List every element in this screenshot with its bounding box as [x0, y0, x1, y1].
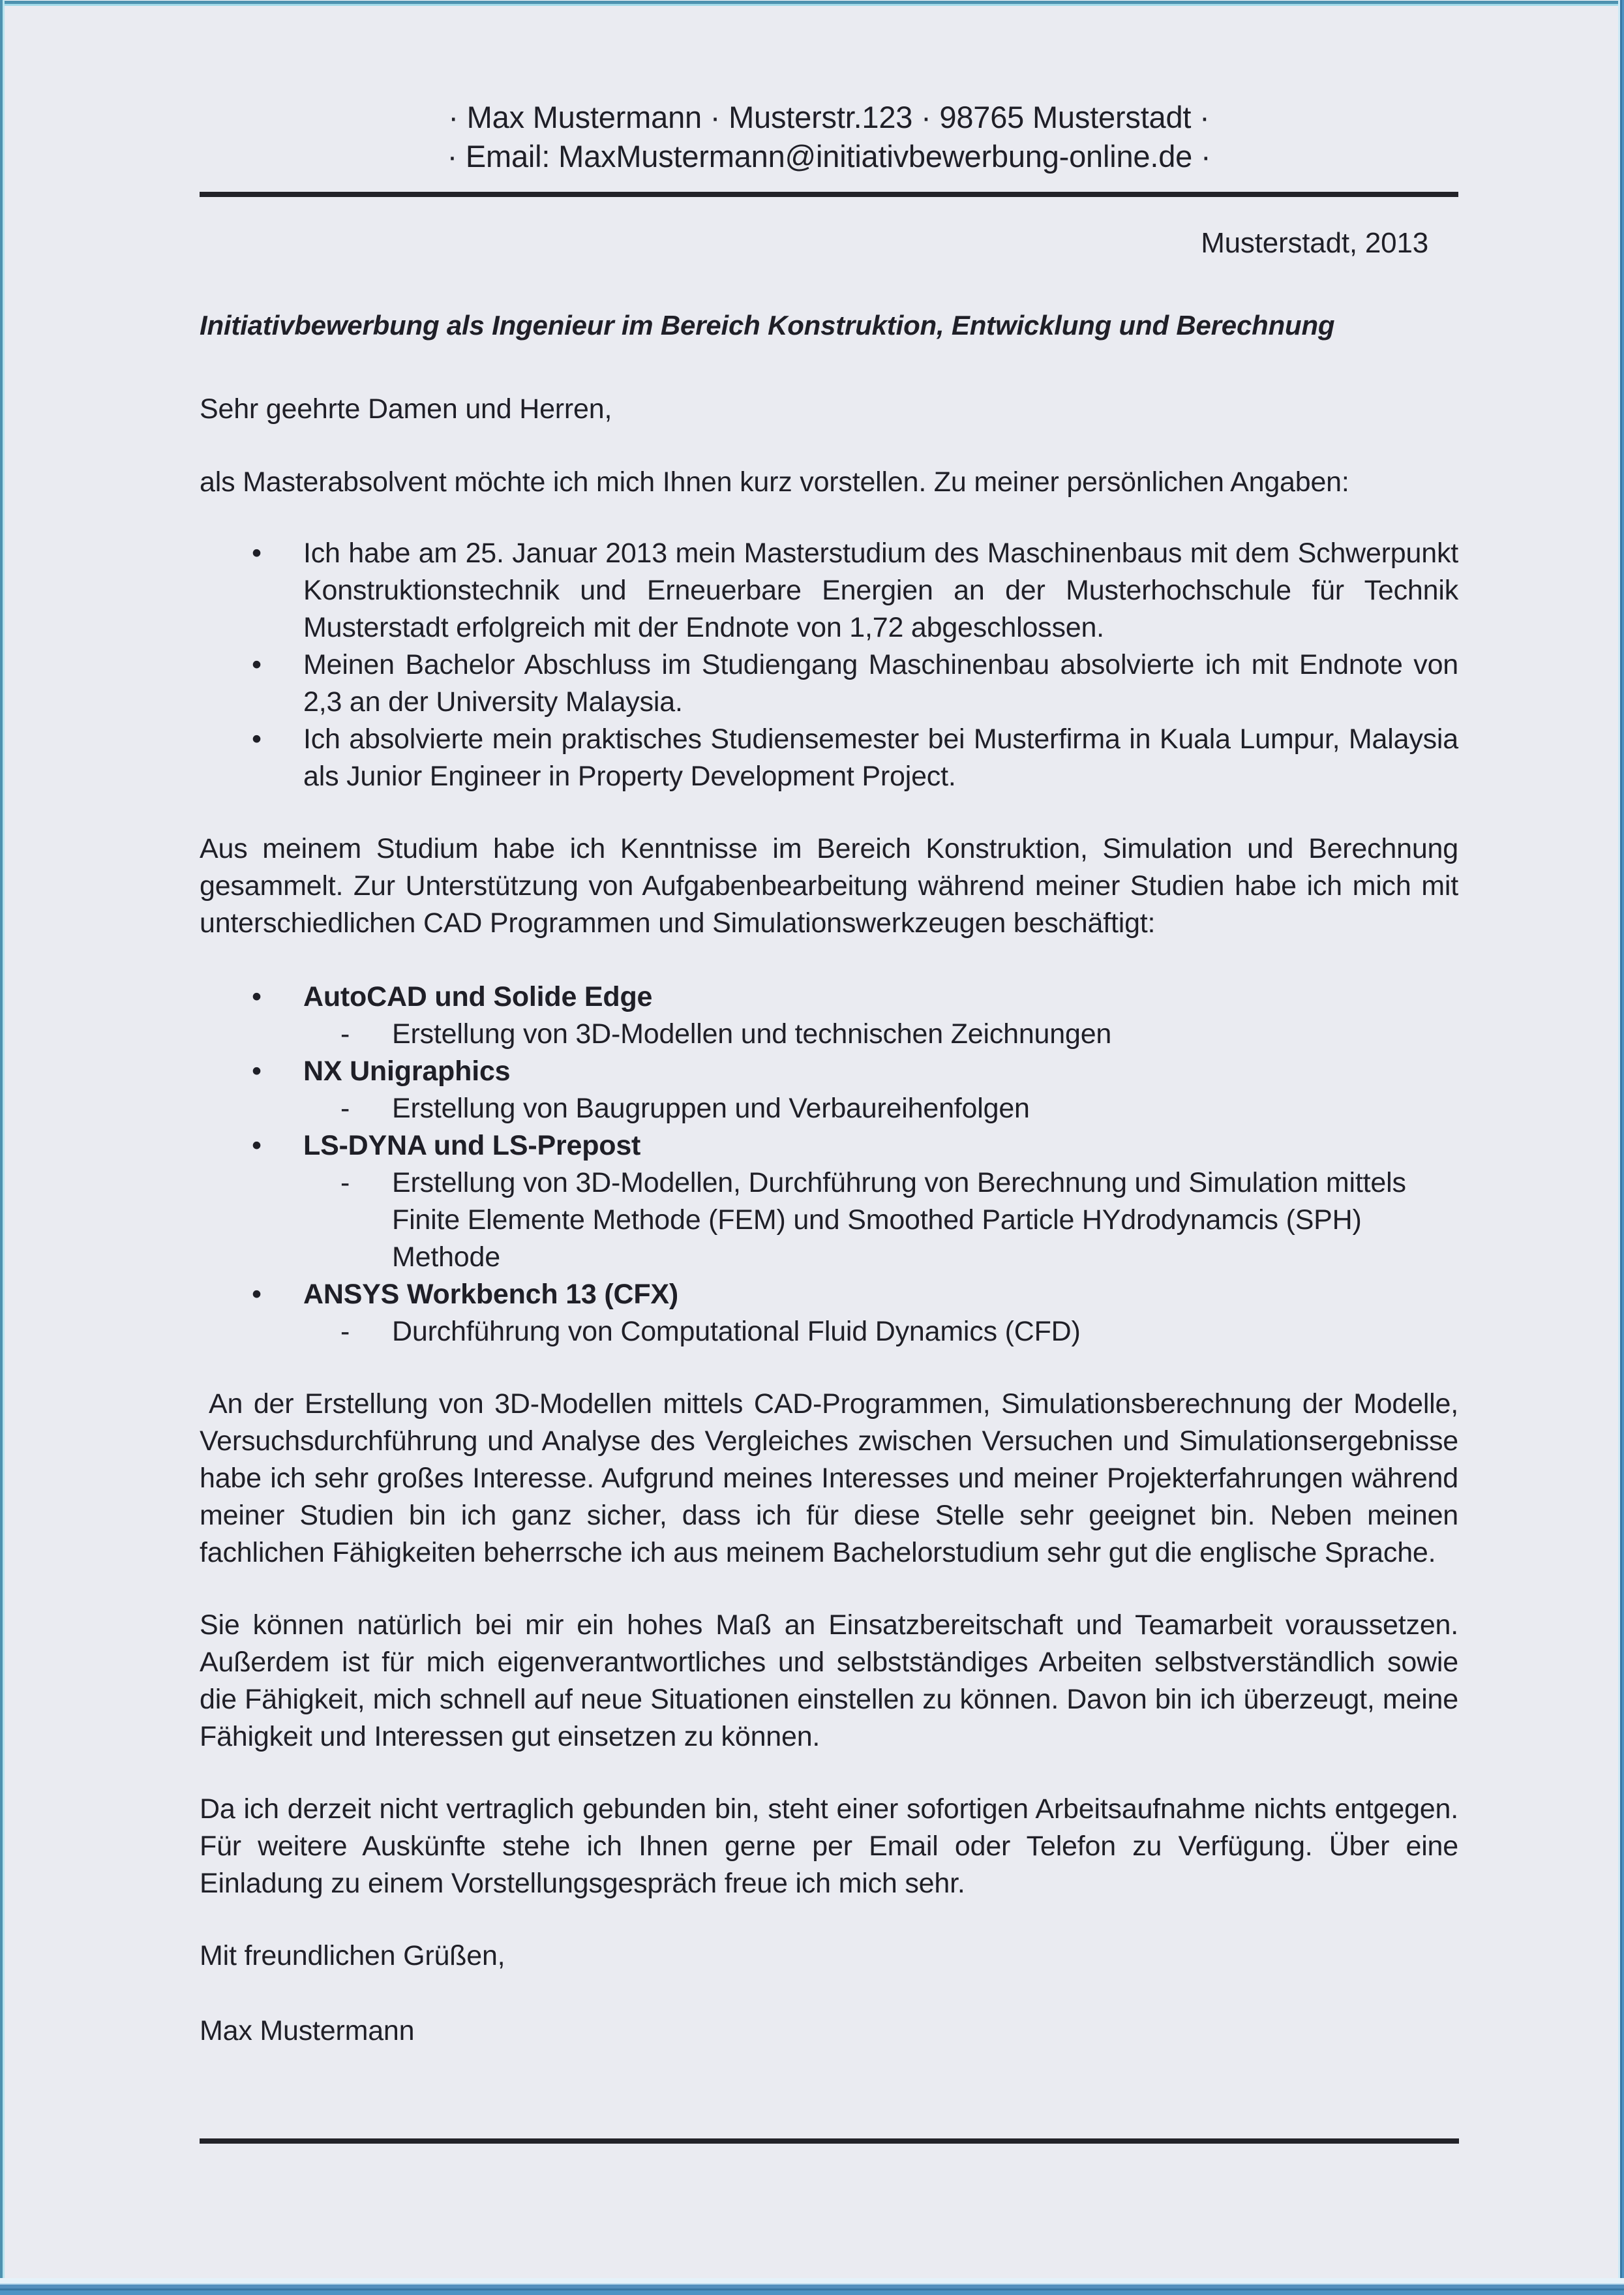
- letter-date: Musterstadt, 2013: [1201, 227, 1428, 259]
- bullet-icon: •: [252, 1279, 262, 1310]
- bullet-icon: •: [252, 538, 262, 569]
- skill-item: [200, 1127, 1458, 1164]
- dash-icon: -: [340, 1167, 350, 1198]
- page-bottom-border: [0, 2278, 1624, 2295]
- page-left-border: [0, 0, 5, 2295]
- skill-tool: LS-DYNA und LS-Prepost: [303, 1130, 641, 1161]
- skill-detail-item: [200, 1164, 1458, 1276]
- list-item: [200, 535, 1458, 646]
- salutation: Sehr geehrte Damen und Herren,: [200, 393, 612, 425]
- skill-detail-item: [200, 1313, 1458, 1350]
- body-paragraph-availability: Da ich derzeit nicht vertraglich gebunden bin, steht einer sofortigen Arbeitsaufnahme nichts entgegen. Für weitere Auskünfte stehe ich Ihnen gerne per Email oder Telefon zu Verfügung. Über eine Einladung zu einem Vorstellungsgespräch freue ich mich sehr.: [200, 1793, 1458, 1899]
- bullet-icon: •: [252, 1130, 262, 1161]
- bullet-icon: •: [252, 1056, 262, 1087]
- skill-tool: AutoCAD und Solide Edge: [303, 981, 653, 1012]
- skill-detail: Erstellung von 3D-Modellen und technischen Zeichnungen: [392, 1018, 1112, 1050]
- skill-tool: ANSYS Workbench 13 (CFX): [303, 1279, 679, 1310]
- footer-divider: [200, 2138, 1459, 2144]
- dash-icon: -: [340, 1093, 350, 1124]
- header-divider: [200, 192, 1458, 197]
- bullet-icon: •: [252, 981, 262, 1012]
- skill-detail: Durchführung von Computational Fluid Dynamics (CFD): [392, 1316, 1081, 1347]
- sender-address-block: [200, 98, 1458, 176]
- skill-detail: Erstellung von 3D-Modellen, Durchführung von Berechnung und Simulation mittels Finite Elemente Methode (FEM) und Smoothed Particle HYdrodynamcis (SPH) Methode: [392, 1167, 1406, 1273]
- page-right-border: [1618, 0, 1624, 2295]
- dash-icon: -: [340, 1316, 350, 1347]
- list-item-text: Meinen Bachelor Abschluss im Studiengang Maschinenbau absolvierte ich mit Endnote von 2,3 an der University Malaysia.: [303, 649, 1458, 718]
- skill-detail-item: [200, 1016, 1458, 1053]
- list-item-text: Ich habe am 25. Januar 2013 mein Masterstudium des Maschinenbaus mit dem Schwerpunkt Konstruktionstechnik und Erneuerbare Energien an der Musterhochschule für Technik Musterstadt erfolgreich mit der Endnote von 1,72 abgeschlossen.: [303, 538, 1458, 643]
- skill-item: [200, 1053, 1458, 1090]
- dash-icon: -: [340, 1018, 350, 1050]
- sender-address-line2: · Email: MaxMustermann@initiativbewerbung-online.de ·: [447, 139, 1211, 174]
- skill-detail: Erstellung von Baugruppen und Verbaureihenfolgen: [392, 1093, 1030, 1124]
- skill-detail-item: [200, 1090, 1458, 1127]
- skill-tool: NX Unigraphics: [303, 1056, 511, 1087]
- education-list: [200, 535, 1458, 795]
- closing-line: Mit freundlichen Grüßen,: [200, 1940, 505, 1971]
- list-item-text: Ich absolvierte mein praktisches Studiensemester bei Musterfirma in Kuala Lumpur, Malaysia als Junior Engineer in Property Development Project.: [303, 723, 1458, 792]
- subject-line: Initiativbewerbung als Ingenieur im Bereich Konstruktion, Entwicklung und Berechnung: [200, 310, 1335, 341]
- signature-name: Max Mustermann: [200, 2015, 415, 2046]
- skill-item: [200, 1276, 1458, 1313]
- body-paragraph-softskills: Sie können natürlich bei mir ein hohes Maß an Einsatzbereitschaft und Teamarbeit voraussetzen. Außerdem ist für mich eigenverantwortliches und selbstständiges Arbeiten selbstverständlich sowie die Fähigkeit, mich schnell auf neue Situationen einstellen zu können. Davon bin ich überzeugt, meine Fähigkeit und Interessen gut einsetzen zu können.: [200, 1609, 1458, 1752]
- sender-address-line1: · Max Mustermann · Musterstr.123 · 98765 Musterstadt ·: [448, 100, 1210, 134]
- bullet-icon: •: [252, 649, 262, 680]
- letter-content: [200, 0, 1458, 2050]
- list-item: [200, 646, 1458, 721]
- body-paragraph-interest: An der Erstellung von 3D-Modellen mittels CAD-Programmen, Simulationsberechnung der Modelle, Versuchsdurchführung und Analyse des Vergleiches zwischen Versuchen und Simulationsergebnisse habe ich sehr großes Interesse. Aufgrund meines Interesses und meiner Projekterfahrungen während meiner Studien bin ich ganz sicher, dass ich für diese Stelle sehr geeignet bin. Neben meinen fachlichen Fähigkeiten beherrsche ich aus meinem Bachelorstudium sehr gut die englische Sprache.: [200, 1388, 1458, 1568]
- intro-paragraph: als Masterabsolvent möchte ich mich Ihnen kurz vorstellen. Zu meiner persönlichen Angaben:: [200, 466, 1349, 498]
- bullet-icon: •: [252, 723, 262, 755]
- skills-list: [200, 979, 1458, 1350]
- skills-intro-paragraph: Aus meinem Studium habe ich Kenntnisse im Bereich Konstruktion, Simulation und Berechnung gesammelt. Zur Unterstützung von Aufgabenbearbeitung während meiner Studien habe ich mich mit unterschiedlichen CAD Programmen und Simulationswerkzeugen beschäftigt:: [200, 833, 1458, 939]
- list-item: [200, 721, 1458, 795]
- skill-item: [200, 979, 1458, 1016]
